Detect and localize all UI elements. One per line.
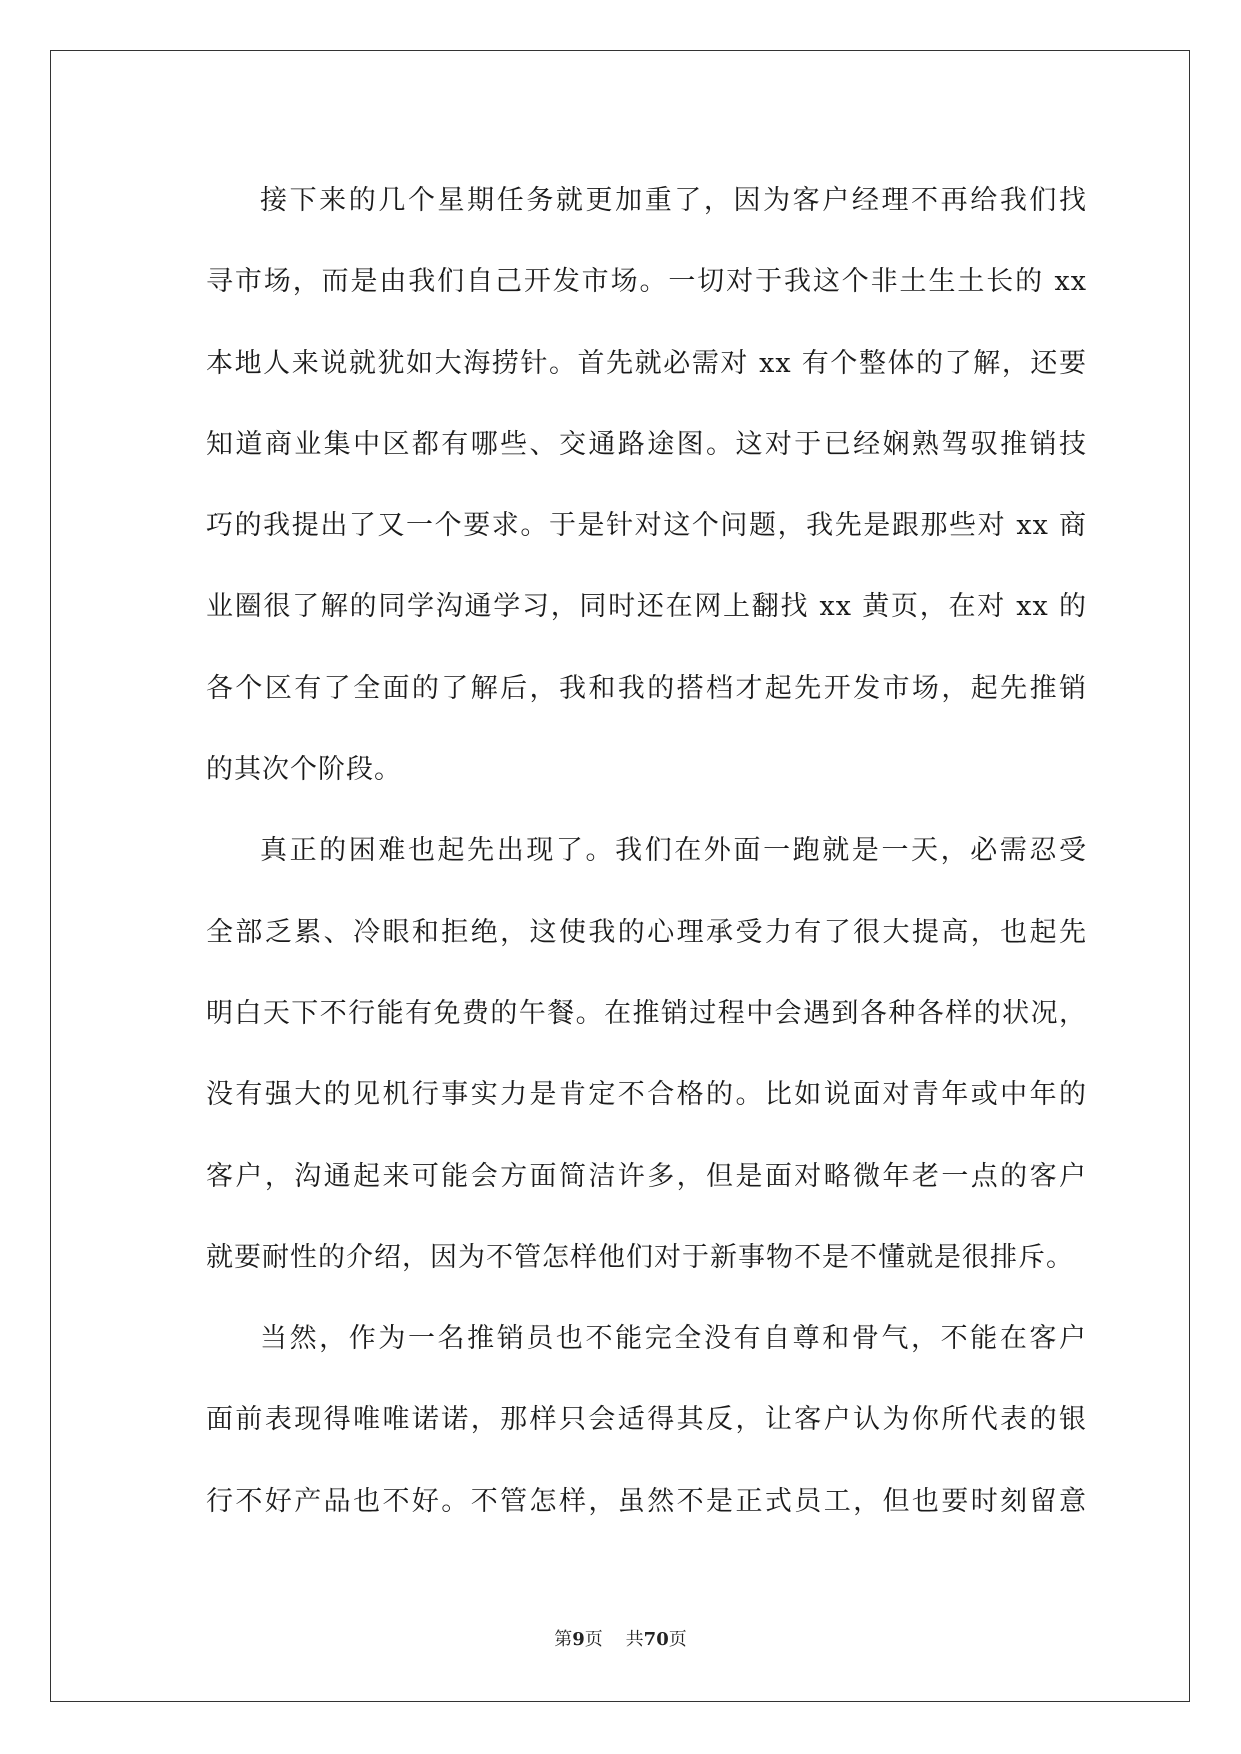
- total-pages: 70: [643, 1629, 669, 1650]
- text-line: 明白天下不行能有免费的午餐。在推销过程中会遇到各种各样的状况，: [206, 997, 1087, 1029]
- text-line: 知道商业集中区都有哪些、交通路途图。这对于已经娴熟驾驭推销技: [206, 428, 1087, 460]
- text-line: 真正的困难也起先出现了。我们在外面一跑就是一天，必需忍受: [260, 835, 1087, 867]
- page-footer: [0, 1625, 1241, 1651]
- text-line: 没有强大的见机行事实力是肯定不合格的。比如说面对青年或中年的: [206, 1079, 1087, 1111]
- text-line: 行不好产品也不好。不管怎样，虽然不是正式员工，但也要时刻留意: [206, 1485, 1087, 1517]
- paragraph-3: [152, 1298, 1087, 1542]
- text-line: 就要耐性的介绍，因为不管怎样他们对于新事物不是不懂就是很排斥。: [206, 1241, 1074, 1273]
- paragraph-2: [152, 810, 1087, 1298]
- text-line: 客户，沟通起来可能会方面简洁许多，但是面对略微年老一点的客户: [206, 1160, 1087, 1192]
- text-line: 当然，作为一名推销员也不能完全没有自尊和骨气，不能在客户: [260, 1323, 1087, 1355]
- footer-prefix: 第: [554, 1629, 573, 1650]
- paragraph-1: [152, 160, 1087, 810]
- text-line: 的其次个阶段。: [206, 754, 402, 786]
- footer-page-suffix: 页: [584, 1629, 603, 1650]
- text-line: 本地人来说就犹如大海捞针。首先就必需对 xx 有个整体的了解，还要: [206, 347, 1087, 379]
- text-line: 巧的我提出了又一个要求。于是针对这个问题，我先是跟那些对 xx 商: [206, 510, 1087, 542]
- text-line: 各个区有了全面的了解后，我和我的搭档才起先开发市场，起先推销: [206, 672, 1087, 704]
- footer-total-prefix: 共: [625, 1629, 644, 1650]
- text-line: 接下来的几个星期任务就更加重了，因为客户经理不再给我们找: [260, 185, 1087, 216]
- text-line: 业圈很了解的同学沟通学习，同时还在网上翻找 xx 黄页，在对 xx 的: [206, 591, 1087, 623]
- page-number: 9: [572, 1629, 585, 1650]
- footer-total-suffix: 页: [668, 1629, 687, 1650]
- text-line: 寻市场，而是由我们自己开发市场。一切对于我这个非土生土长的 xx: [206, 266, 1087, 298]
- text-line: 面前表现得唯唯诺诺，那样只会适得其反，让客户认为你所代表的银: [206, 1404, 1087, 1436]
- text-line: 全部乏累、冷眼和拒绝，这使我的心理承受力有了很大提高，也起先: [206, 916, 1087, 948]
- document-body: [152, 160, 1087, 1542]
